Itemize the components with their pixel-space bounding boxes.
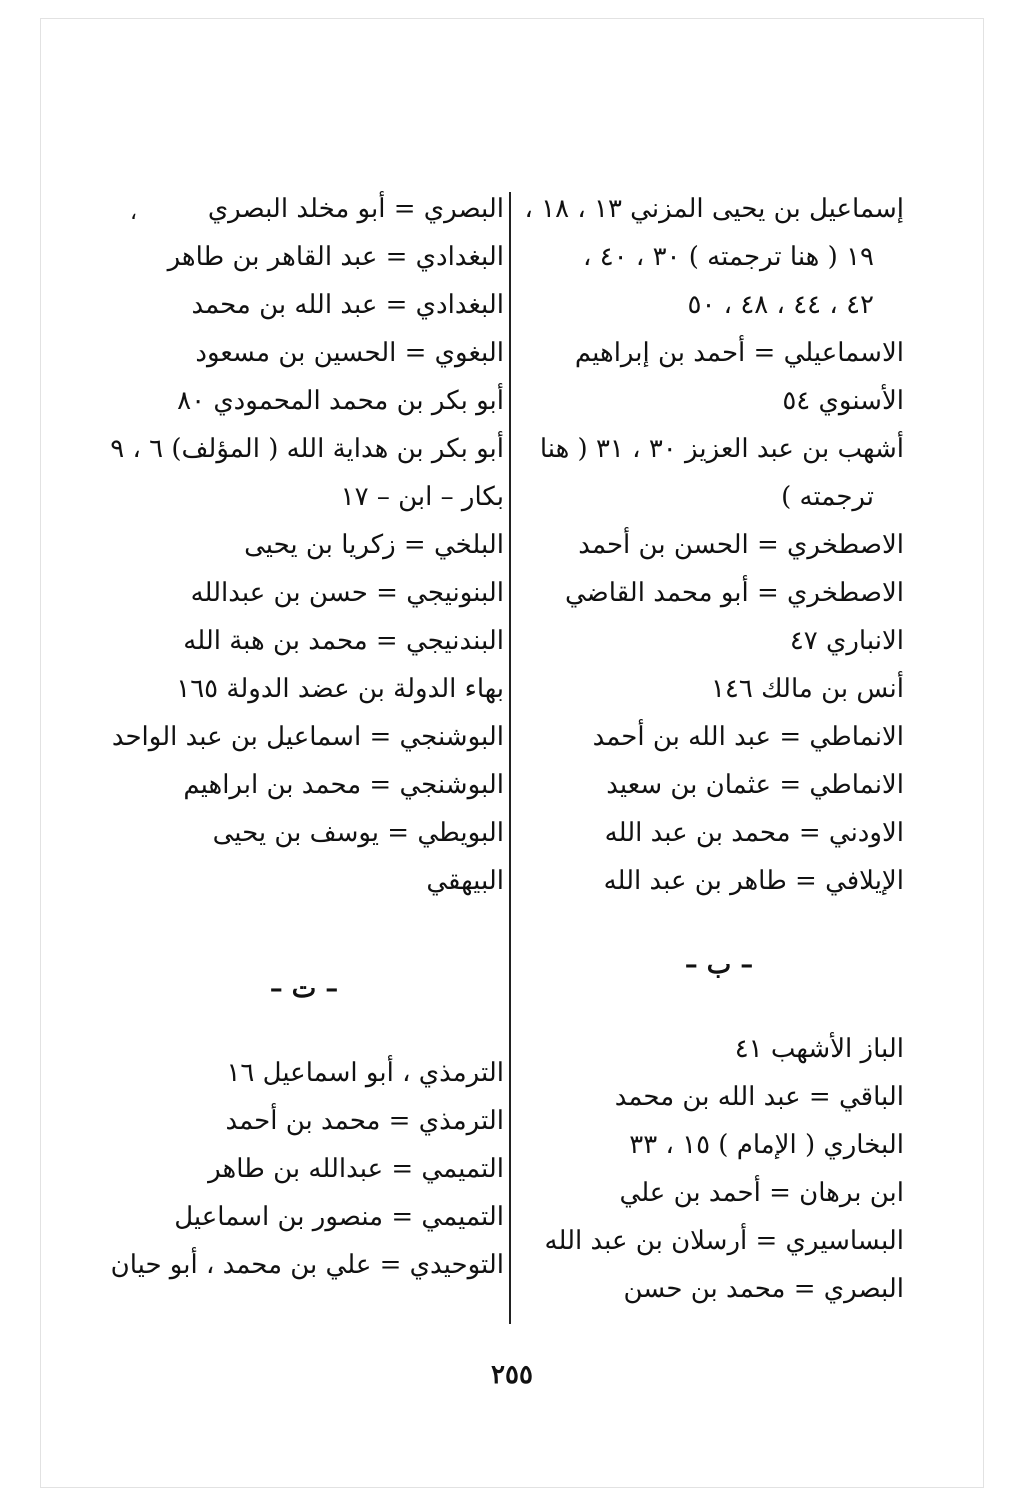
index-entry: البوشنجي = اسماعيل بن عبد الواحد: [111, 722, 504, 752]
index-entry: البصري = أبو مخلد البصري: [207, 194, 504, 224]
index-entry: البخاري ( الإمام ) ١٥ ، ٣٣: [629, 1130, 904, 1160]
index-entry: ترجمته ): [781, 482, 874, 512]
index-entry: الترمذي = محمد بن أحمد: [225, 1106, 504, 1136]
index-entry: أبو بكر بن محمد المحمودي ٨٠: [177, 386, 504, 416]
index-entry: البنونيجي = حسن بن عبدالله: [190, 578, 504, 608]
index-entry: الاصطخري = أبو محمد القاضي: [564, 578, 904, 608]
index-entry: البويطي = يوسف بن يحيى: [212, 818, 504, 848]
index-entry: ١٩ ( هنا ترجمته ) ٣٠ ، ٤٠ ،: [583, 242, 874, 272]
index-entry: الاصطخري = الحسن بن أحمد: [578, 530, 904, 560]
right-column: [524, 185, 904, 1313]
column-divider: [509, 192, 511, 1324]
index-entry: البيهقي: [426, 866, 504, 896]
page-number: ٢٥٥: [491, 1360, 533, 1390]
index-entry: البصري = محمد بن حسن: [623, 1274, 904, 1304]
index-entry: البغدادي = عبد الله بن محمد: [191, 290, 504, 320]
index-entry: ٤٢ ، ٤٤ ، ٤٨ ، ٥٠: [687, 290, 874, 320]
index-entry: الانماطي = عثمان بن سعيد: [606, 770, 904, 800]
index-entry: إسماعيل بن يحيى المزني ١٣ ، ١٨ ،: [524, 194, 904, 224]
section-heading-ba: – ب –: [684, 950, 754, 980]
index-entry: الإيلافي = طاهر بن عبد الله: [603, 866, 904, 896]
index-entry: البوشنجي = محمد بن ابراهيم: [183, 770, 504, 800]
index-entry: الاودني = محمد بن عبد الله: [604, 818, 904, 848]
index-entry: أبو بكر بن هداية الله ( المؤلف) ٦ ، ٩: [110, 434, 504, 464]
index-entry: أنس بن مالك ١٤٦: [710, 674, 904, 704]
index-entry: التوحيدي = علي بن محمد ، أبو حيان: [110, 1250, 504, 1280]
index-entry: التميمي = منصور بن اسماعيل: [174, 1202, 504, 1232]
index-entry: الاسماعيلي = أحمد بن إبراهيم: [574, 338, 904, 368]
left-column: [104, 185, 504, 1289]
stray-mark: ،: [130, 200, 138, 225]
section-heading-ta: – ت –: [269, 974, 339, 1004]
index-entry: الانباري ٤٧: [789, 626, 904, 656]
index-entry: البساسيري = أرسلان بن عبد الله: [544, 1226, 904, 1256]
index-entry: البلخي = زكريا بن يحيى: [244, 530, 504, 560]
index-entry: البغوي = الحسين بن مسعود: [195, 338, 504, 368]
index-entry: ابن برهان = أحمد بن علي: [619, 1178, 904, 1208]
index-entry: البغدادي = عبد القاهر بن طاهر: [167, 242, 504, 272]
index-entry: بهاء الدولة بن عضد الدولة ١٦٥: [176, 674, 504, 704]
index-entry: البندنيجي = محمد بن هبة الله: [183, 626, 504, 656]
index-entry: الباز الأشهب ٤١: [734, 1034, 904, 1064]
index-entry: الباقي = عبد الله بن محمد: [614, 1082, 904, 1112]
index-entry: الأسنوي ٥٤: [782, 386, 904, 416]
index-entry: الترمذي ، أبو اسماعيل ١٦: [226, 1058, 504, 1088]
index-entry: أشهب بن عبد العزيز ٣٠ ، ٣١ ( هنا: [539, 434, 904, 464]
index-entry: التميمي = عبدالله بن طاهر: [208, 1154, 504, 1184]
index-entry: الانماطي = عبد الله بن أحمد: [592, 722, 904, 752]
index-entry: بكار – ابن – ١٧: [340, 482, 504, 512]
